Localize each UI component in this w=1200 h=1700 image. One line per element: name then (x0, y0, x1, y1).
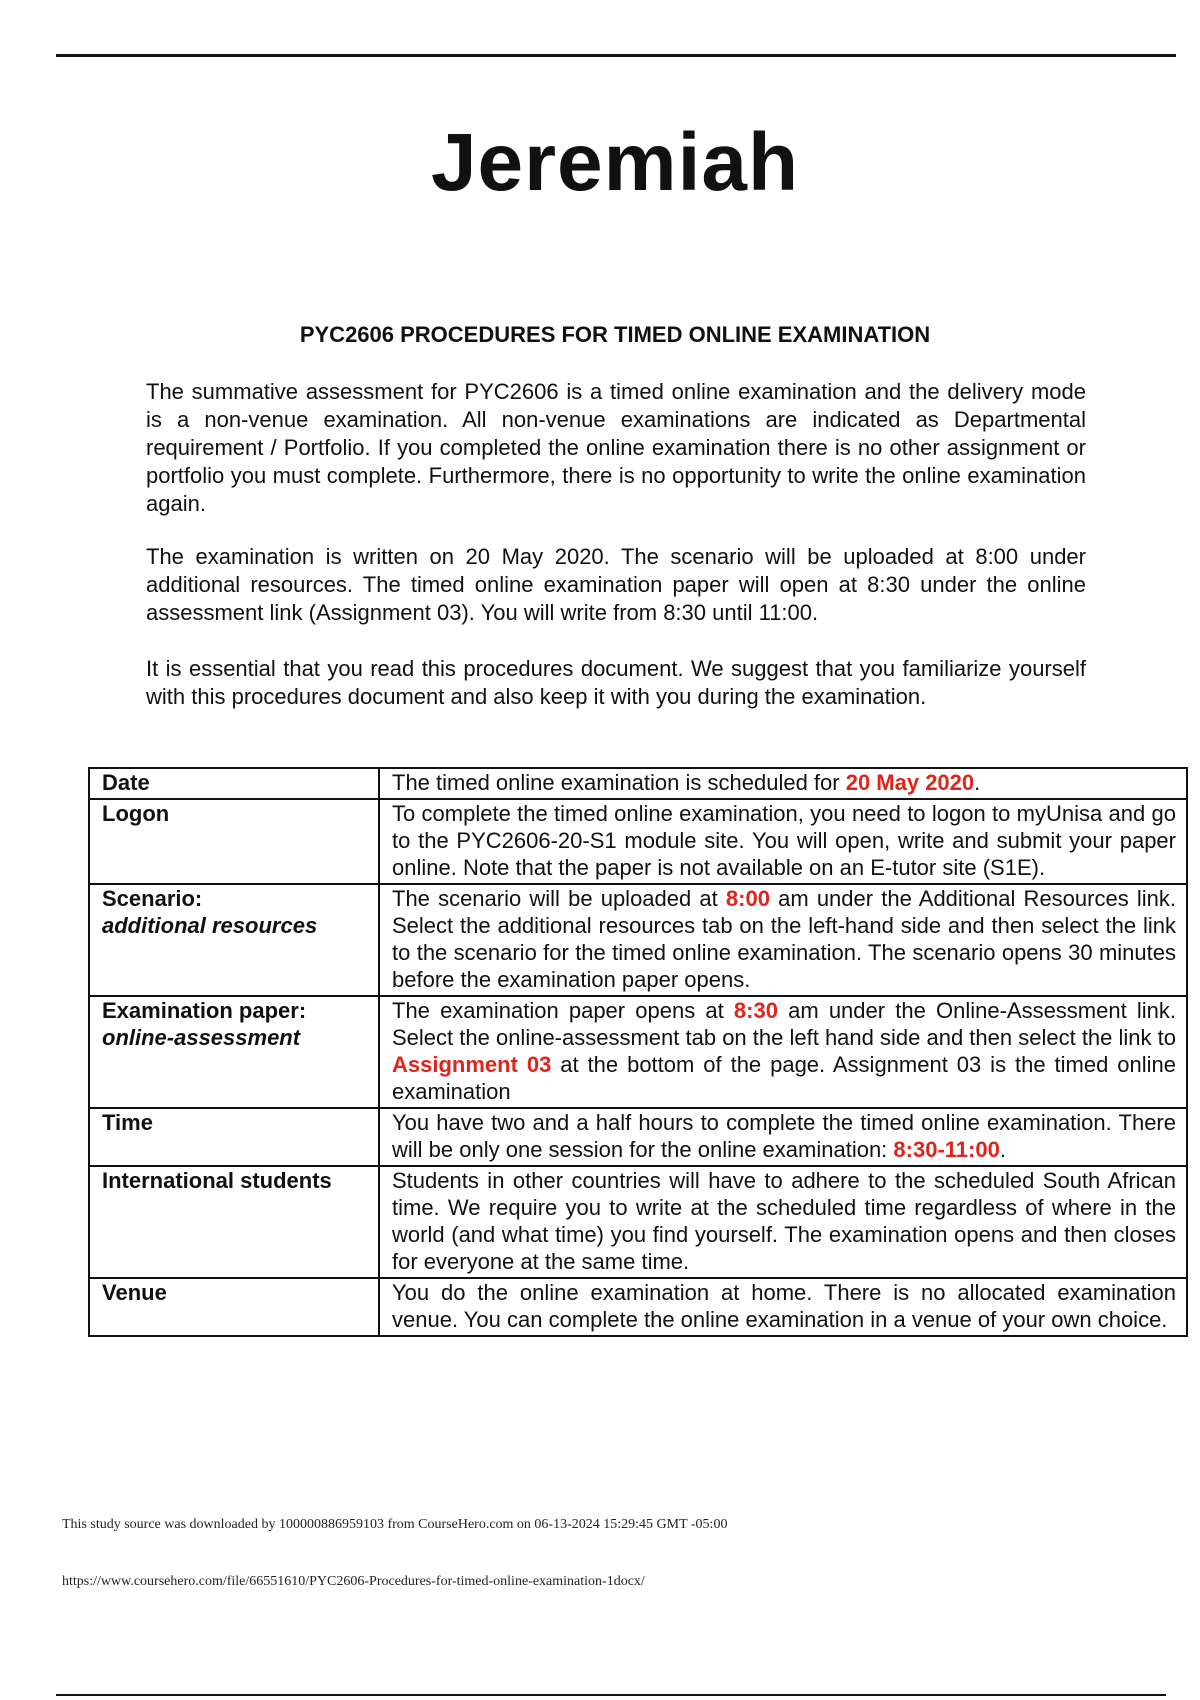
table-row-logon (89, 799, 1187, 884)
row-value: The examination paper opens at 8:30 am under the Online-Assessment link. Select the online-assessment tab on the left hand side and then select the link to Assignment 03 at the bottom of the page. Assignment 03 is the timed online examination (379, 996, 1187, 1108)
advice-paragraph: It is essential that you read this procedures document. We suggest that you familiarize yourself with this procedures document and also keep it with you during the examination. (146, 656, 1086, 709)
row-value: Students in other countries will have to adhere to the scheduled South African time. We require you to write at the scheduled time regardless of where in the world (and what time) you find yourself. The examination opens and then closes for everyone at the same time. (379, 1166, 1187, 1278)
source-url: https://www.coursehero.com/file/66551610/PYC2606-Procedures-for-timed-online-examination-1docx/ (62, 1574, 645, 1589)
row-label: Date (89, 768, 379, 799)
highlight-session: 8:30-11:00 (893, 1137, 1000, 1162)
row-label: Scenario: additional resources (89, 884, 379, 996)
row-value: The scenario will be uploaded at 8:00 am under the Additional Resources link. Select the additional resources tab on the left-hand side and then select the link to the scenario for the timed online examination. The scenario opens 30 minutes before the examination paper opens. (379, 884, 1187, 996)
row-value: You do the online examination at home. There is no allocated examination venue. You can complete the online examination in a venue of your own choice. (379, 1278, 1187, 1336)
row-sublabel: additional resources (102, 913, 318, 938)
table-row-exam-paper (89, 996, 1187, 1108)
top-rule (56, 54, 1176, 57)
row-label: Examination paper: online-assessment (89, 996, 379, 1108)
highlight-assignment: Assignment 03 (392, 1052, 552, 1077)
highlight-paper-time: 8:30 (733, 998, 778, 1023)
row-value: To complete the timed online examination, you need to logon to myUnisa and go to the PYC2606-20-S1 module site. You will open, write and submit your paper online. Note that the paper is not available on an E-tutor site (S1E). (379, 799, 1187, 884)
row-label: Venue (89, 1278, 379, 1336)
document-title: PYC2606 PROCEDURES FOR TIMED ONLINE EXAMINATION (299, 322, 931, 347)
schedule-paragraph: The examination is written on 20 May 2020. The scenario will be uploaded at 8:00 under additional resources. The timed online examination paper will open at 8:30 under the online assessment link (Assignment 03). You will write from 8:30 until 11:00. (146, 544, 1086, 625)
table-row-international (89, 1166, 1187, 1278)
row-value: The timed online examination is scheduled for 20 May 2020. (379, 768, 1187, 799)
table-row-date (89, 768, 1187, 799)
table-row-scenario (89, 884, 1187, 996)
row-label: Logon (89, 799, 379, 884)
row-label: International students (89, 1166, 379, 1278)
highlight-scenario-time: 8:00 (725, 886, 770, 911)
table-row-venue (89, 1278, 1187, 1336)
top-rule-extension (1144, 54, 1176, 55)
download-notice: This study source was downloaded by 100000886959103 from CourseHero.com on 06-13-2024 15:29:45 GMT -05:00 (62, 1517, 728, 1532)
bottom-rule (56, 1694, 1166, 1696)
procedures-table (88, 767, 1188, 1337)
table-row-time (89, 1108, 1187, 1166)
name-heading: Jeremiah (430, 117, 800, 208)
row-label: Time (89, 1108, 379, 1166)
intro-paragraph: The summative assessment for PYC2606 is a timed online examination and the delivery mode is a non-venue examination. All non-venue examinations are indicated as Departmental requirement / Portfolio. If you completed the online examination there is no other assignment or portfolio you must complete. Furthermore, there is no opportunity to write the online examination again. (146, 379, 1086, 516)
row-value: You have two and a half hours to complete the timed online examination. There will be only one session for the online examination: 8:30-11:00. (379, 1108, 1187, 1166)
row-sublabel: online-assessment (102, 1025, 301, 1050)
highlight-date: 20 May 2020 (845, 770, 975, 795)
